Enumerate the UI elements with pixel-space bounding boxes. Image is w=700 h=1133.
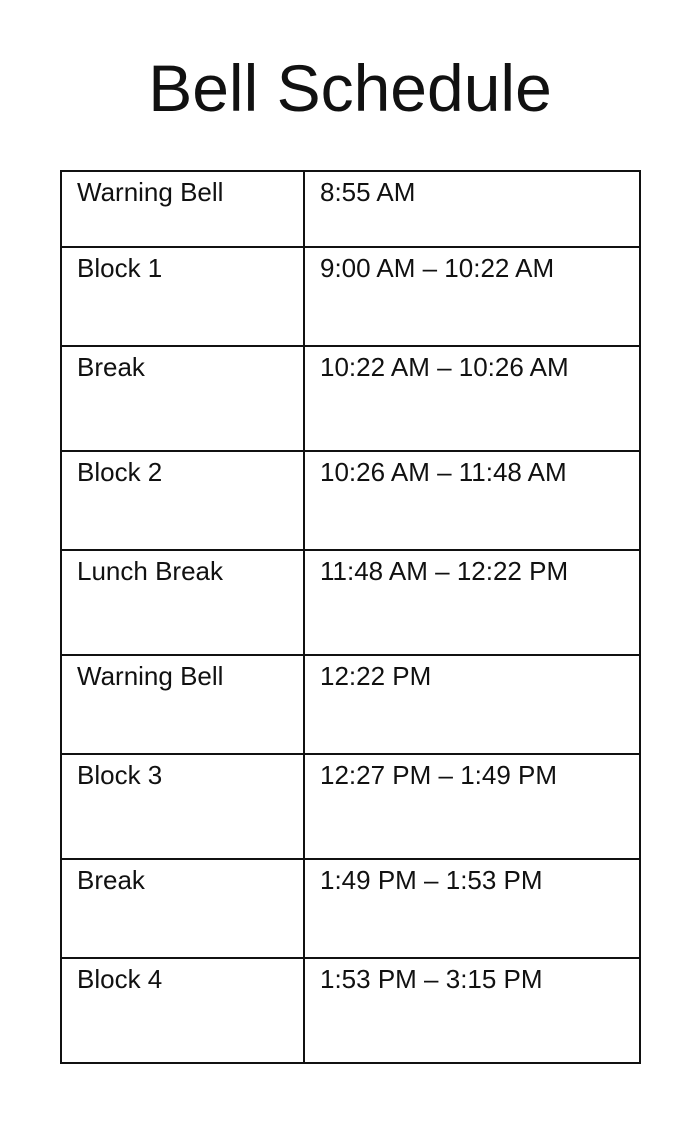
table-row bbox=[61, 346, 640, 451]
time-cell: 10:26 AM – 11:48 AM bbox=[304, 451, 640, 550]
period-cell: Break bbox=[61, 346, 304, 451]
time-cell: 10:22 AM – 10:26 AM bbox=[304, 346, 640, 451]
table-row bbox=[61, 958, 640, 1063]
table-row bbox=[61, 171, 640, 247]
bell-schedule-table bbox=[60, 170, 641, 1064]
page-title: Bell Schedule bbox=[148, 51, 552, 125]
time-cell: 1:53 PM – 3:15 PM bbox=[304, 958, 640, 1063]
period-cell: Break bbox=[61, 859, 304, 958]
time-cell: 1:49 PM – 1:53 PM bbox=[304, 859, 640, 958]
time-cell: 11:48 AM – 12:22 PM bbox=[304, 550, 640, 655]
time-cell: 12:27 PM – 1:49 PM bbox=[304, 754, 640, 859]
time-cell: 9:00 AM – 10:22 AM bbox=[304, 247, 640, 346]
period-cell: Lunch Break bbox=[61, 550, 304, 655]
table-row bbox=[61, 754, 640, 859]
table-row bbox=[61, 550, 640, 655]
table-row bbox=[61, 247, 640, 346]
period-cell: Block 3 bbox=[61, 754, 304, 859]
time-cell: 8:55 AM bbox=[304, 171, 640, 247]
table-row bbox=[61, 859, 640, 958]
time-cell: 12:22 PM bbox=[304, 655, 640, 754]
period-cell: Warning Bell bbox=[61, 655, 304, 754]
period-cell: Block 1 bbox=[61, 247, 304, 346]
period-cell: Block 4 bbox=[61, 958, 304, 1063]
table-row bbox=[61, 451, 640, 550]
table-row bbox=[61, 655, 640, 754]
period-cell: Warning Bell bbox=[61, 171, 304, 247]
period-cell: Block 2 bbox=[61, 451, 304, 550]
